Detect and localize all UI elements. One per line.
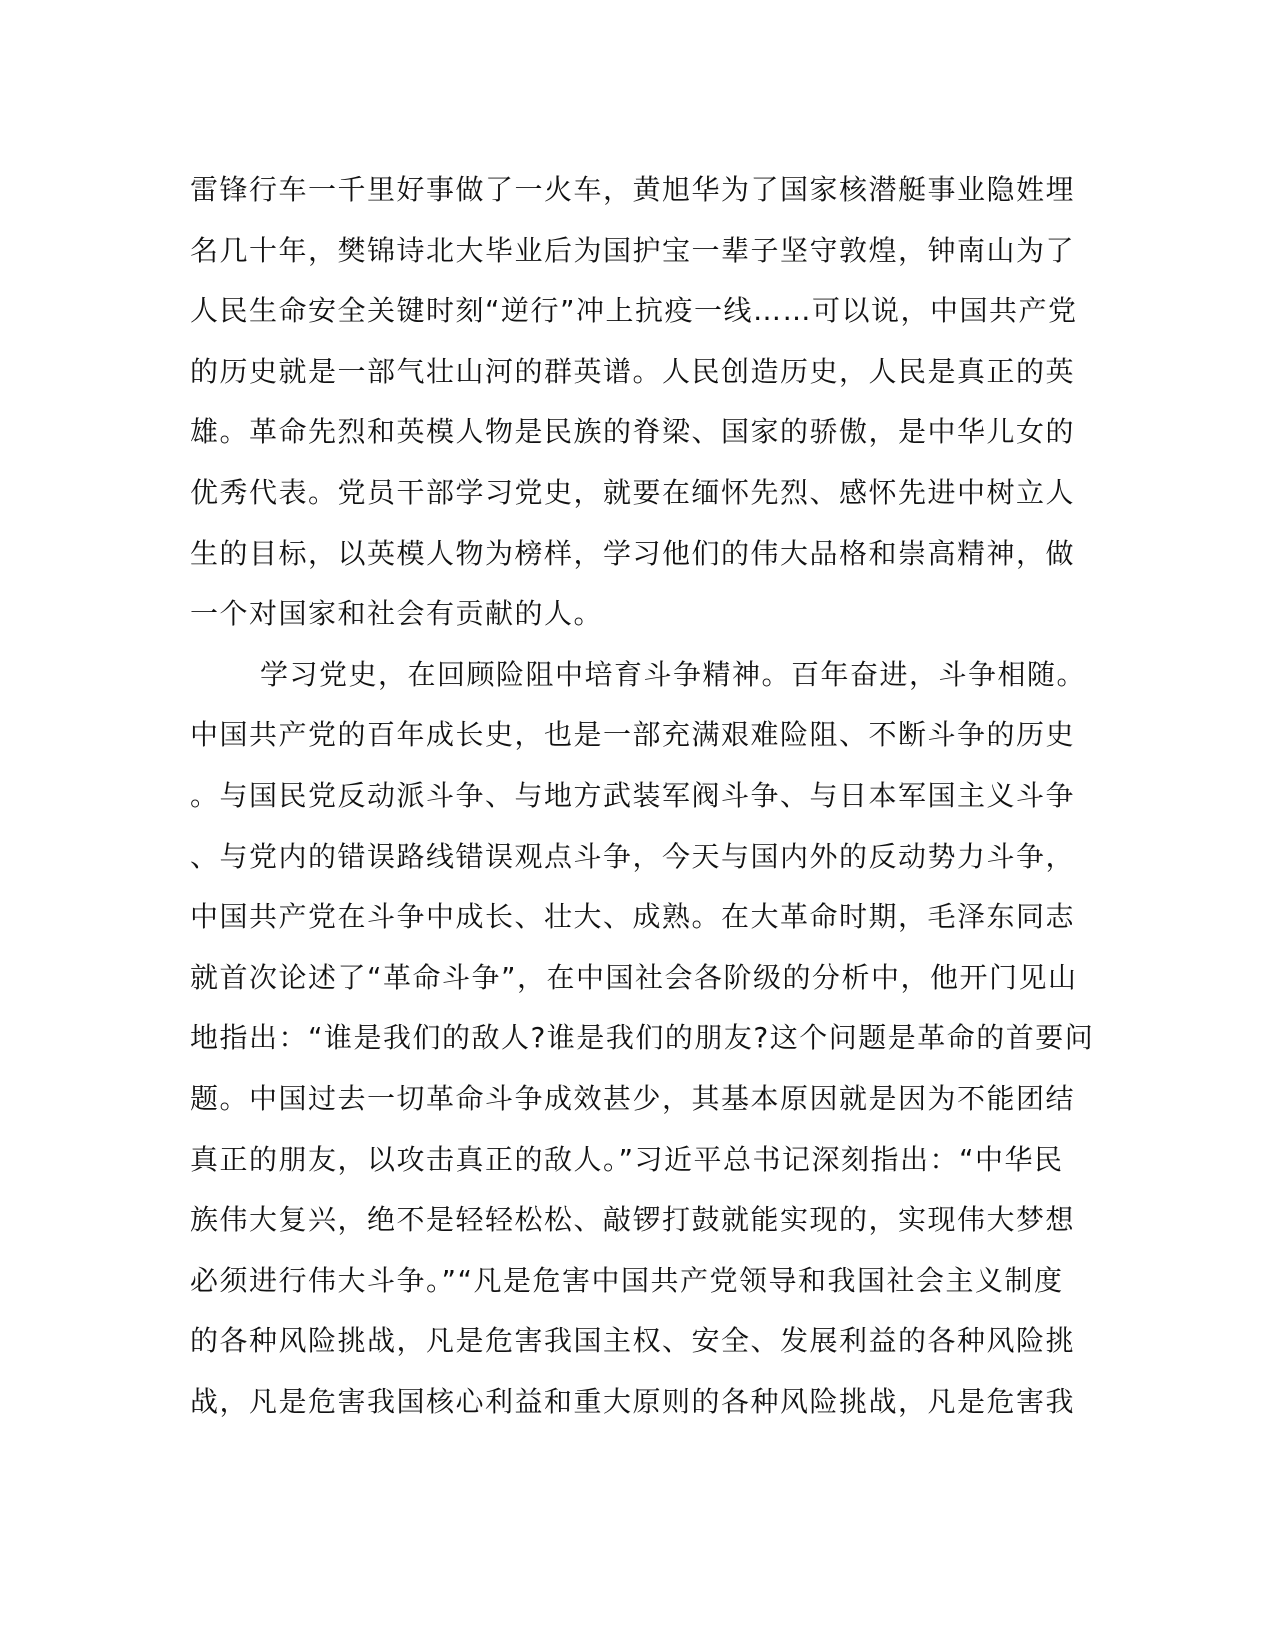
text-line: 就首次论述了“革命斗争”，在中国社会各阶级的分析中，他开门见山 [190, 960, 1078, 994]
text-line: 雄。革命先烈和英模人物是民族的脊梁、国家的骄傲，是中华儿女的 [190, 415, 1076, 449]
text-line: 名几十年，樊锦诗北大毕业后为国护宝一辈子坚守敦煌，钟南山为了 [190, 233, 1076, 267]
text-line: 的历史就是一部气壮山河的群英谱。人民创造历史，人民是真正的英 [190, 354, 1076, 388]
text-line: 雷锋行车一千里好事做了一火车，黄旭华为了国家核潜艇事业隐姓埋 [190, 173, 1076, 206]
text-line: 战，凡是危害我国核心利益和重大原则的各种风险挑战，凡是危害我 [190, 1384, 1076, 1418]
text-line: 优秀代表。党员干部学习党史，就要在缅怀先烈、感怀先进中树立人 [190, 475, 1076, 509]
text-line: 地指出：“谁是我们的敌人?谁是我们的朋友?这个问题是革命的首要问 [190, 1021, 1095, 1055]
text-line: 中国共产党的百年成长史，也是一部充满艰难险阻、不断斗争的历史 [190, 718, 1076, 752]
text-line: 必须进行伟大斗争。”“凡是危害中国共产党领导和我国社会主义制度 [190, 1263, 1064, 1297]
body-text [190, 160, 1095, 1432]
text-line: 。与国民党反动派斗争、与地方武装军阀斗争、与日本军国主义斗争 [190, 778, 1076, 812]
text-line: 一个对国家和社会有贡献的人。 [190, 597, 604, 631]
text-line: 人民生命安全关键时刻“逆行”冲上抗疫一线……可以说，中国共产党 [190, 294, 1078, 328]
text-line: 、与党内的错误路线错误观点斗争，今天与国内外的反动势力斗争， [190, 839, 1076, 873]
text-line: 真正的朋友，以攻击真正的敌人。”习近平总书记深刻指出：“中华民 [190, 1142, 1064, 1176]
text-line: 生的目标，以英模人物为榜样，学习他们的伟大品格和崇高精神，做 [190, 536, 1076, 570]
text-line: 题。中国过去一切革命斗争成效甚少，其基本原因就是因为不能团结 [190, 1081, 1076, 1115]
text-line: 的各种风险挑战，凡是危害我国主权、安全、发展利益的各种风险挑 [190, 1324, 1076, 1358]
paragraph-start-line: 学习党史，在回顾险阻中培育斗争精神。百年奋进，斗争相随。 [260, 657, 1087, 691]
text-line: 族伟大复兴，绝不是轻轻松松、敲锣打鼓就能实现的，实现伟大梦想 [190, 1203, 1076, 1237]
text-line: 中国共产党在斗争中成长、壮大、成熟。在大革命时期，毛泽东同志 [190, 900, 1076, 934]
